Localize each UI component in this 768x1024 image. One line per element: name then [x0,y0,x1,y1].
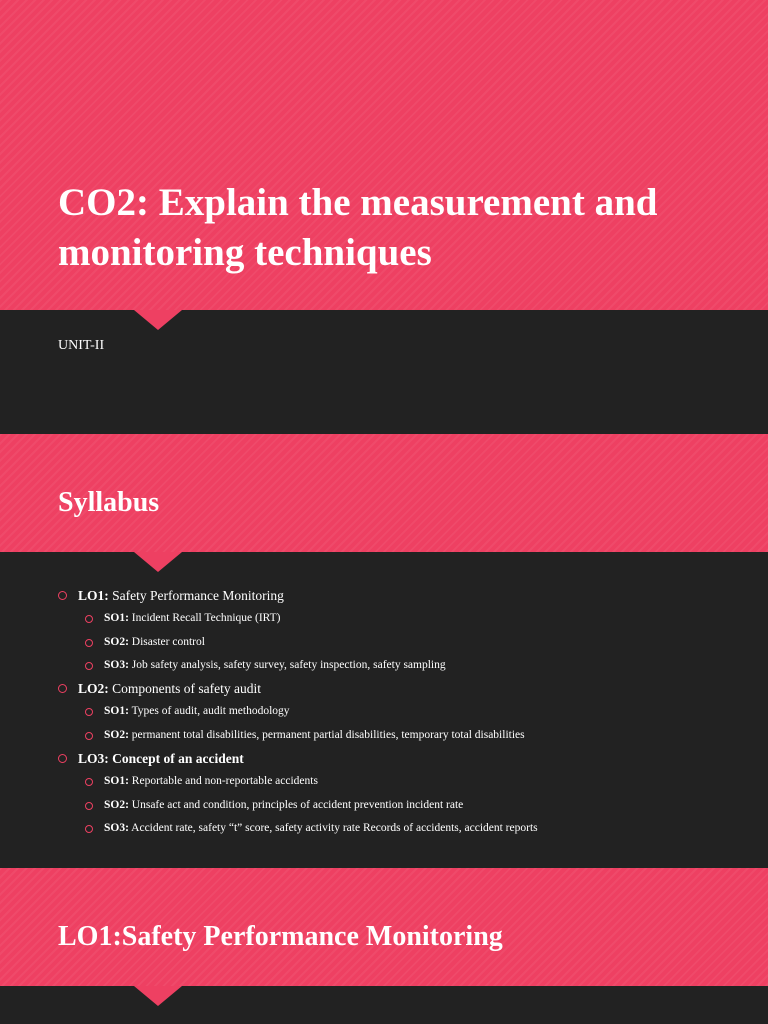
syllabus-item-lo2-so2: SO2: permanent total disabilities, permanent partial disabilities, temporary total disabilities [58,724,758,747]
slide-3-notch [134,986,182,1006]
slide-1-notch [134,310,182,330]
bullet-icon [85,802,93,810]
bullet-icon [85,708,93,716]
slide-1-subtitle: UNIT-II [58,338,105,353]
syllabus-item-lo3-so1: SO1: Reportable and non-reportable accidents [58,770,758,793]
bullet-icon [58,754,67,763]
slide-3 [0,868,768,1024]
bullet-icon [85,615,93,623]
syllabus-item-lo2-so1: SO1: Types of audit, audit methodology [58,700,758,723]
syllabus-item-lo2: LO2: Components of safety audit [58,677,758,700]
syllabus-list [58,584,758,840]
slide-3-body [0,986,768,1024]
bullet-icon [85,662,93,670]
bullet-icon [58,684,67,693]
slide-2-title: Syllabus [58,487,160,518]
syllabus-item-lo1-so1: SO1: Incident Recall Technique (IRT) [58,607,758,630]
slide-3-title: LO1:Safety Performance Monitoring [58,921,503,952]
syllabus-item-lo3-so3: SO3: Accident rate, safety “t” score, safety activity rate Records of accidents, accident reports [58,817,758,840]
slide-2-notch [134,552,182,572]
bullet-icon [85,778,93,786]
bullet-icon [58,591,67,600]
syllabus-item-lo1-so2: SO2: Disaster control [58,631,758,654]
syllabus-item-lo1: LO1: Safety Performance Monitoring [58,584,758,607]
slide-1 [0,0,768,434]
bullet-icon [85,732,93,740]
syllabus-item-lo1-so3: SO3: Job safety analysis, safety survey, safety inspection, safety sampling [58,654,758,677]
bullet-icon [85,639,93,647]
slide-1-body [0,310,768,434]
syllabus-item-lo3: LO3: Concept of an accident [58,747,758,770]
bullet-icon [85,825,93,833]
syllabus-item-lo3-so2: SO2: Unsafe act and condition, principles of accident prevention incident rate [58,794,758,817]
slide-1-title: CO2: Explain the measurement and monitoring techniques [58,181,658,274]
